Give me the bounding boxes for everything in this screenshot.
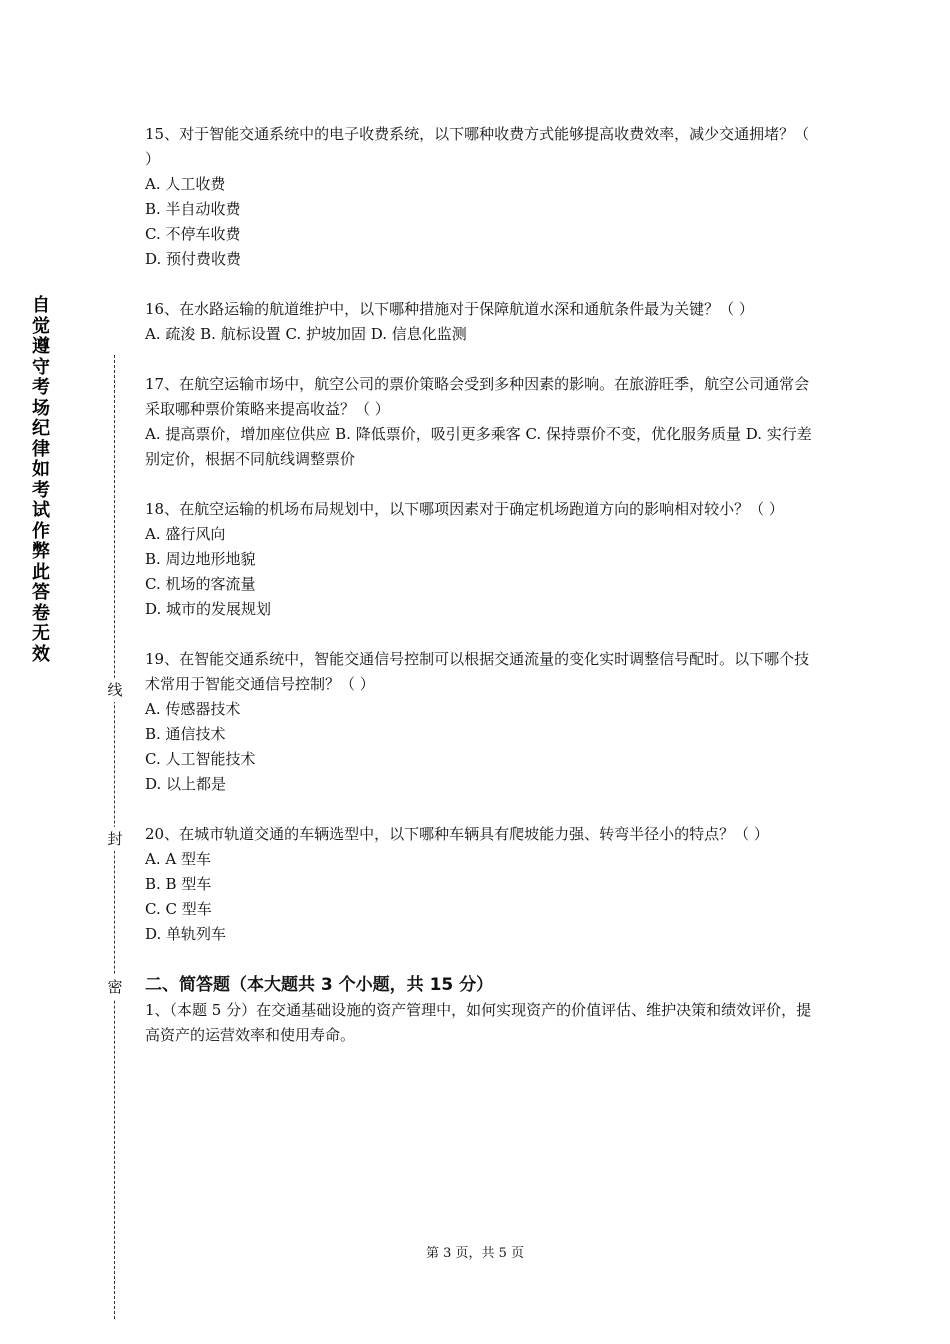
binding-mark-xian: 线 [103, 678, 127, 702]
question-17 [145, 372, 815, 472]
options-inline: A. 疏浚 B. 航标设置 C. 护坡加固 D. 信息化监测 [145, 325, 467, 343]
option-c: C. 人工智能技术 [145, 750, 256, 768]
option-a: A. A 型车 [145, 850, 211, 868]
option-a: A. 传感器技术 [145, 700, 241, 718]
option-c: C. 机场的客流量 [145, 575, 256, 593]
exam-content [145, 122, 815, 1048]
question-18 [145, 497, 815, 622]
option-d: D. 城市的发展规划 [145, 600, 272, 618]
question-16 [145, 297, 815, 347]
question-stem: 15、对于智能交通系统中的电子收费系统，以下哪种收费方式能够提高收费效率，减少交通拥堵？（ ） [145, 125, 810, 168]
question-stem: 16、在水路运输的航道维护中，以下哪种措施对于保障航道水深和通航条件最为关键？（ ） [145, 300, 754, 318]
option-a: A. 盛行风向 [145, 525, 226, 543]
option-d: D. 以上都是 [145, 775, 227, 793]
option-c: C. C 型车 [145, 900, 212, 918]
question-stem: 17、在航空运输市场中，航空公司的票价策略会受到多种因素的影响。在旅游旺季，航空公司通常会采取哪种票价策略来提高收益？（ ） [145, 375, 810, 418]
option-c: C. 不停车收费 [145, 225, 241, 243]
option-b: B. 通信技术 [145, 725, 226, 743]
option-b: B. 周边地形地貌 [145, 550, 256, 568]
side-warning-text: 自觉遵守考场纪律如考试作弊此答卷无效 [32, 295, 50, 665]
question-stem: 18、在航空运输的机场布局规划中，以下哪项因素对于确定机场跑道方向的影响相对较小？（ ） [145, 500, 784, 518]
option-d: D. 预付费收费 [145, 250, 242, 268]
question-15 [145, 122, 815, 272]
binding-mark-feng: 封 [103, 827, 127, 851]
option-d: D. 单轨列车 [145, 925, 227, 943]
question-stem: 20、在城市轨道交通的车辆选型中，以下哪种车辆具有爬坡能力强、转弯半径小的特点？（ ） [145, 825, 769, 843]
options-inline: A. 提高票价，增加座位供应 B. 降低票价，吸引更多乘客 C. 保持票价不变，优化服务质量 D. 实行差别定价，根据不同航线调整票价 [145, 425, 812, 468]
question-20 [145, 822, 815, 947]
option-a: A. 人工收费 [145, 175, 226, 193]
question-stem: 19、在智能交通系统中，智能交通信号控制可以根据交通流量的变化实时调整信号配时。以下哪个技术常用于智能交通信号控制？（ ） [145, 650, 810, 693]
option-b: B. B 型车 [145, 875, 212, 893]
question-19 [145, 647, 815, 797]
short-answer-question-1: 1、（本题 5 分）在交通基础设施的资产管理中，如何实现资产的价值评估、维护决策和绩效评价，提高资产的运营效率和使用寿命。 [145, 1001, 812, 1044]
option-b: B. 半自动收费 [145, 200, 241, 218]
section-title-short-answer: 二、简答题（本大题共 3 个小题，共 15 分） [145, 975, 494, 995]
page-footer: 第 3 页，共 5 页 [425, 1246, 525, 1261]
binding-mark-mi: 密 [103, 975, 127, 999]
